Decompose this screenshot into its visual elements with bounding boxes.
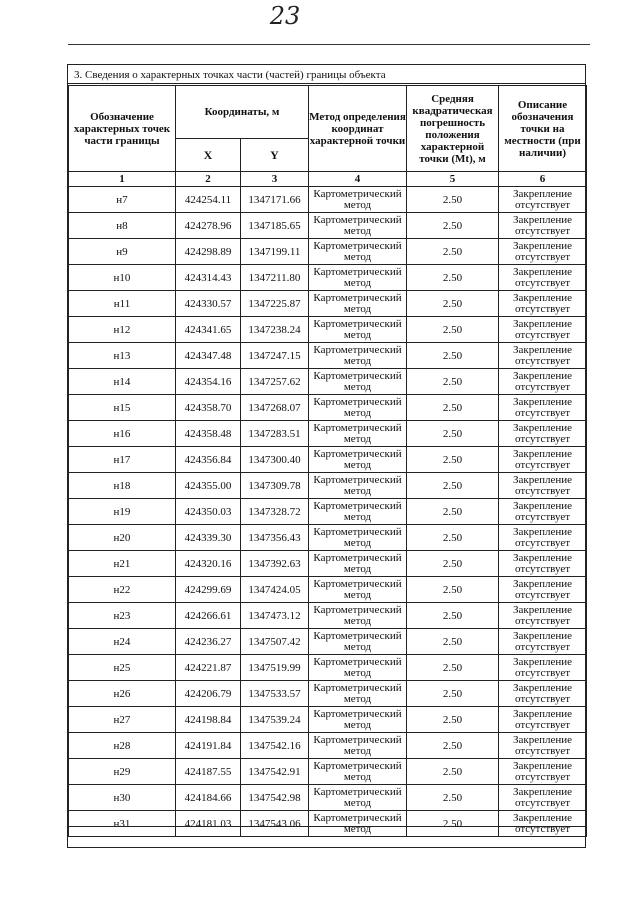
method-cell: Картометрический метод: [309, 577, 407, 603]
point-label: н24: [69, 629, 176, 655]
table-row: [69, 629, 587, 655]
x-coordinate: 424198.84: [176, 707, 241, 733]
column-number: 1: [69, 172, 176, 187]
description-cell: Закрепление отсутствует: [499, 239, 587, 265]
x-coordinate: 424347.48: [176, 343, 241, 369]
method-cell: Картометрический метод: [309, 499, 407, 525]
point-label: н15: [69, 395, 176, 421]
accuracy-cell: 2.50: [407, 265, 499, 291]
table-row: [69, 187, 587, 213]
accuracy-cell: 2.50: [407, 447, 499, 473]
point-label: н23: [69, 603, 176, 629]
y-coordinate: 1347392.63: [241, 551, 309, 577]
point-label: н7: [69, 187, 176, 213]
description-cell: Закрепление отсутствует: [499, 577, 587, 603]
table-row: [69, 265, 587, 291]
table-row: [69, 239, 587, 265]
column-number: 2: [176, 172, 241, 187]
accuracy-cell: 2.50: [407, 499, 499, 525]
table-header-row: [69, 86, 587, 139]
description-cell: Закрепление отсутствует: [499, 551, 587, 577]
point-label: н22: [69, 577, 176, 603]
table-row: [69, 291, 587, 317]
point-label: н10: [69, 265, 176, 291]
accuracy-cell: 2.50: [407, 629, 499, 655]
point-label: н8: [69, 213, 176, 239]
x-coordinate: 424191.84: [176, 733, 241, 759]
x-coordinate: 424358.48: [176, 421, 241, 447]
description-cell: Закрепление отсутствует: [499, 655, 587, 681]
y-coordinate: 1347185.65: [241, 213, 309, 239]
y-coordinate: 1347424.05: [241, 577, 309, 603]
method-cell: Картометрический метод: [309, 369, 407, 395]
point-label: н28: [69, 733, 176, 759]
point-label: н30: [69, 785, 176, 811]
x-coordinate: 424187.55: [176, 759, 241, 785]
point-label: н26: [69, 681, 176, 707]
description-cell: Закрепление отсутствует: [499, 421, 587, 447]
method-cell: Картометрический метод: [309, 447, 407, 473]
table-row: [69, 655, 587, 681]
table-row: [69, 681, 587, 707]
accuracy-cell: 2.50: [407, 759, 499, 785]
accuracy-cell: 2.50: [407, 681, 499, 707]
accuracy-cell: 2.50: [407, 395, 499, 421]
x-coordinate: 424298.89: [176, 239, 241, 265]
point-label: н27: [69, 707, 176, 733]
y-coordinate: 1347533.57: [241, 681, 309, 707]
point-label: н14: [69, 369, 176, 395]
accuracy-cell: 2.50: [407, 317, 499, 343]
point-label: н9: [69, 239, 176, 265]
accuracy-cell: 2.50: [407, 369, 499, 395]
table-row: [69, 499, 587, 525]
column-numbers-row: [69, 172, 587, 187]
method-cell: Картометрический метод: [309, 759, 407, 785]
method-cell: Картометрический метод: [309, 239, 407, 265]
y-coordinate: 1347199.11: [241, 239, 309, 265]
description-cell: Закрепление отсутствует: [499, 369, 587, 395]
method-cell: Картометрический метод: [309, 395, 407, 421]
y-coordinate: 1347171.66: [241, 187, 309, 213]
method-cell: Картометрический метод: [309, 629, 407, 655]
table-row: [69, 551, 587, 577]
accuracy-cell: 2.50: [407, 733, 499, 759]
column-number: 6: [499, 172, 587, 187]
accuracy-cell: 2.50: [407, 213, 499, 239]
x-coordinate: 424341.65: [176, 317, 241, 343]
method-cell: Картометрический метод: [309, 707, 407, 733]
point-label: н13: [69, 343, 176, 369]
point-label: н20: [69, 525, 176, 551]
point-label: н29: [69, 759, 176, 785]
table-row: [69, 447, 587, 473]
table-row: [69, 421, 587, 447]
table-row: [69, 213, 587, 239]
point-label: н18: [69, 473, 176, 499]
table-row: [69, 759, 587, 785]
description-cell: Закрепление отсутствует: [499, 473, 587, 499]
method-cell: Картометрический метод: [309, 525, 407, 551]
x-coordinate: 424181.03: [176, 811, 241, 837]
x-coordinate: 424354.16: [176, 369, 241, 395]
method-cell: Картометрический метод: [309, 473, 407, 499]
page-number: 23: [269, 2, 301, 30]
table-row: [69, 577, 587, 603]
description-cell: Закрепление отсутствует: [499, 785, 587, 811]
accuracy-cell: 2.50: [407, 811, 499, 837]
table-row: [69, 395, 587, 421]
y-coordinate: 1347542.91: [241, 759, 309, 785]
accuracy-cell: 2.50: [407, 785, 499, 811]
x-coordinate: 424299.69: [176, 577, 241, 603]
accuracy-cell: 2.50: [407, 603, 499, 629]
table-row: [69, 733, 587, 759]
x-coordinate: 424339.30: [176, 525, 241, 551]
y-coordinate: 1347543.06: [241, 811, 309, 837]
table-bottom-empty-row: [68, 826, 585, 827]
method-cell: Картометрический метод: [309, 291, 407, 317]
description-cell: Закрепление отсутствует: [499, 603, 587, 629]
x-coordinate: 424320.16: [176, 551, 241, 577]
point-label: н21: [69, 551, 176, 577]
x-coordinate: 424266.61: [176, 603, 241, 629]
table-row: [69, 343, 587, 369]
point-label: н12: [69, 317, 176, 343]
y-coordinate: 1347300.40: [241, 447, 309, 473]
boundary-points-table: [68, 85, 587, 837]
table-row: [69, 603, 587, 629]
table-body: [69, 187, 587, 837]
point-label: н11: [69, 291, 176, 317]
method-cell: Картометрический метод: [309, 551, 407, 577]
accuracy-cell: 2.50: [407, 525, 499, 551]
description-cell: Закрепление отсутствует: [499, 395, 587, 421]
description-cell: Закрепление отсутствует: [499, 447, 587, 473]
accuracy-cell: 2.50: [407, 473, 499, 499]
method-cell: Картометрический метод: [309, 265, 407, 291]
y-coordinate: 1347328.72: [241, 499, 309, 525]
method-cell: Картометрический метод: [309, 681, 407, 707]
method-cell: Картометрический метод: [309, 343, 407, 369]
x-coordinate: 424221.87: [176, 655, 241, 681]
y-coordinate: 1347257.62: [241, 369, 309, 395]
accuracy-cell: 2.50: [407, 577, 499, 603]
x-coordinate: 424206.79: [176, 681, 241, 707]
x-coordinate: 424314.43: [176, 265, 241, 291]
y-coordinate: 1347356.43: [241, 525, 309, 551]
table-row: [69, 317, 587, 343]
accuracy-cell: 2.50: [407, 551, 499, 577]
description-cell: Закрепление отсутствует: [499, 291, 587, 317]
method-cell: Картометрический метод: [309, 421, 407, 447]
description-cell: Закрепление отсутствует: [499, 525, 587, 551]
section-title: 3. Сведения о характерных точках части (частей) границы объекта: [68, 66, 585, 84]
header-accuracy: Средняя квадратическая погрешность положения характерной точки (Мt), м: [407, 86, 499, 172]
x-coordinate: 424236.27: [176, 629, 241, 655]
description-cell: Закрепление отсутствует: [499, 811, 587, 837]
table-row: [69, 369, 587, 395]
header-x: X: [176, 139, 241, 172]
header-description: Описание обозначения точки на местности (при наличии): [499, 86, 587, 172]
table-row: [69, 811, 587, 837]
method-cell: Картометрический метод: [309, 733, 407, 759]
table-row: [69, 785, 587, 811]
description-cell: Закрепление отсутствует: [499, 759, 587, 785]
column-number: 3: [241, 172, 309, 187]
y-coordinate: 1347539.24: [241, 707, 309, 733]
y-coordinate: 1347519.99: [241, 655, 309, 681]
description-cell: Закрепление отсутствует: [499, 629, 587, 655]
description-cell: Закрепление отсутствует: [499, 707, 587, 733]
column-number: 4: [309, 172, 407, 187]
header-method: Метод определения координат характерной точки: [309, 86, 407, 172]
y-coordinate: 1347542.98: [241, 785, 309, 811]
method-cell: Картометрический метод: [309, 187, 407, 213]
y-coordinate: 1347473.12: [241, 603, 309, 629]
method-cell: Картометрический метод: [309, 213, 407, 239]
accuracy-cell: 2.50: [407, 707, 499, 733]
accuracy-cell: 2.50: [407, 655, 499, 681]
x-coordinate: 424356.84: [176, 447, 241, 473]
method-cell: Картометрический метод: [309, 317, 407, 343]
header-y: Y: [241, 139, 309, 172]
description-cell: Закрепление отсутствует: [499, 681, 587, 707]
accuracy-cell: 2.50: [407, 421, 499, 447]
point-label: н17: [69, 447, 176, 473]
table-row: [69, 707, 587, 733]
y-coordinate: 1347238.24: [241, 317, 309, 343]
y-coordinate: 1347283.51: [241, 421, 309, 447]
description-cell: Закрепление отсутствует: [499, 343, 587, 369]
method-cell: Картометрический метод: [309, 785, 407, 811]
y-coordinate: 1347309.78: [241, 473, 309, 499]
x-coordinate: 424278.96: [176, 213, 241, 239]
point-label: н16: [69, 421, 176, 447]
column-number: 5: [407, 172, 499, 187]
accuracy-cell: 2.50: [407, 291, 499, 317]
method-cell: Картометрический метод: [309, 655, 407, 681]
description-cell: Закрепление отсутствует: [499, 213, 587, 239]
y-coordinate: 1347247.15: [241, 343, 309, 369]
description-cell: Закрепление отсутствует: [499, 499, 587, 525]
x-coordinate: 424355.00: [176, 473, 241, 499]
method-cell: Картометрический метод: [309, 811, 407, 837]
header-coordinates: Координаты, м: [176, 86, 309, 139]
y-coordinate: 1347542.16: [241, 733, 309, 759]
x-coordinate: 424358.70: [176, 395, 241, 421]
y-coordinate: 1347225.87: [241, 291, 309, 317]
point-label: н31: [69, 811, 176, 837]
accuracy-cell: 2.50: [407, 343, 499, 369]
header-rule: [68, 44, 590, 45]
y-coordinate: 1347268.07: [241, 395, 309, 421]
accuracy-cell: 2.50: [407, 239, 499, 265]
y-coordinate: 1347211.80: [241, 265, 309, 291]
point-label: н25: [69, 655, 176, 681]
description-cell: Закрепление отсутствует: [499, 265, 587, 291]
accuracy-cell: 2.50: [407, 187, 499, 213]
description-cell: Закрепление отсутствует: [499, 317, 587, 343]
description-cell: Закрепление отсутствует: [499, 187, 587, 213]
point-label: н19: [69, 499, 176, 525]
x-coordinate: 424330.57: [176, 291, 241, 317]
x-coordinate: 424350.03: [176, 499, 241, 525]
method-cell: Картометрический метод: [309, 603, 407, 629]
table-row: [69, 473, 587, 499]
x-coordinate: 424254.11: [176, 187, 241, 213]
y-coordinate: 1347507.42: [241, 629, 309, 655]
header-designation: Обозначение характерных точек части границы: [69, 86, 176, 172]
x-coordinate: 424184.66: [176, 785, 241, 811]
table-row: [69, 525, 587, 551]
description-cell: Закрепление отсутствует: [499, 733, 587, 759]
